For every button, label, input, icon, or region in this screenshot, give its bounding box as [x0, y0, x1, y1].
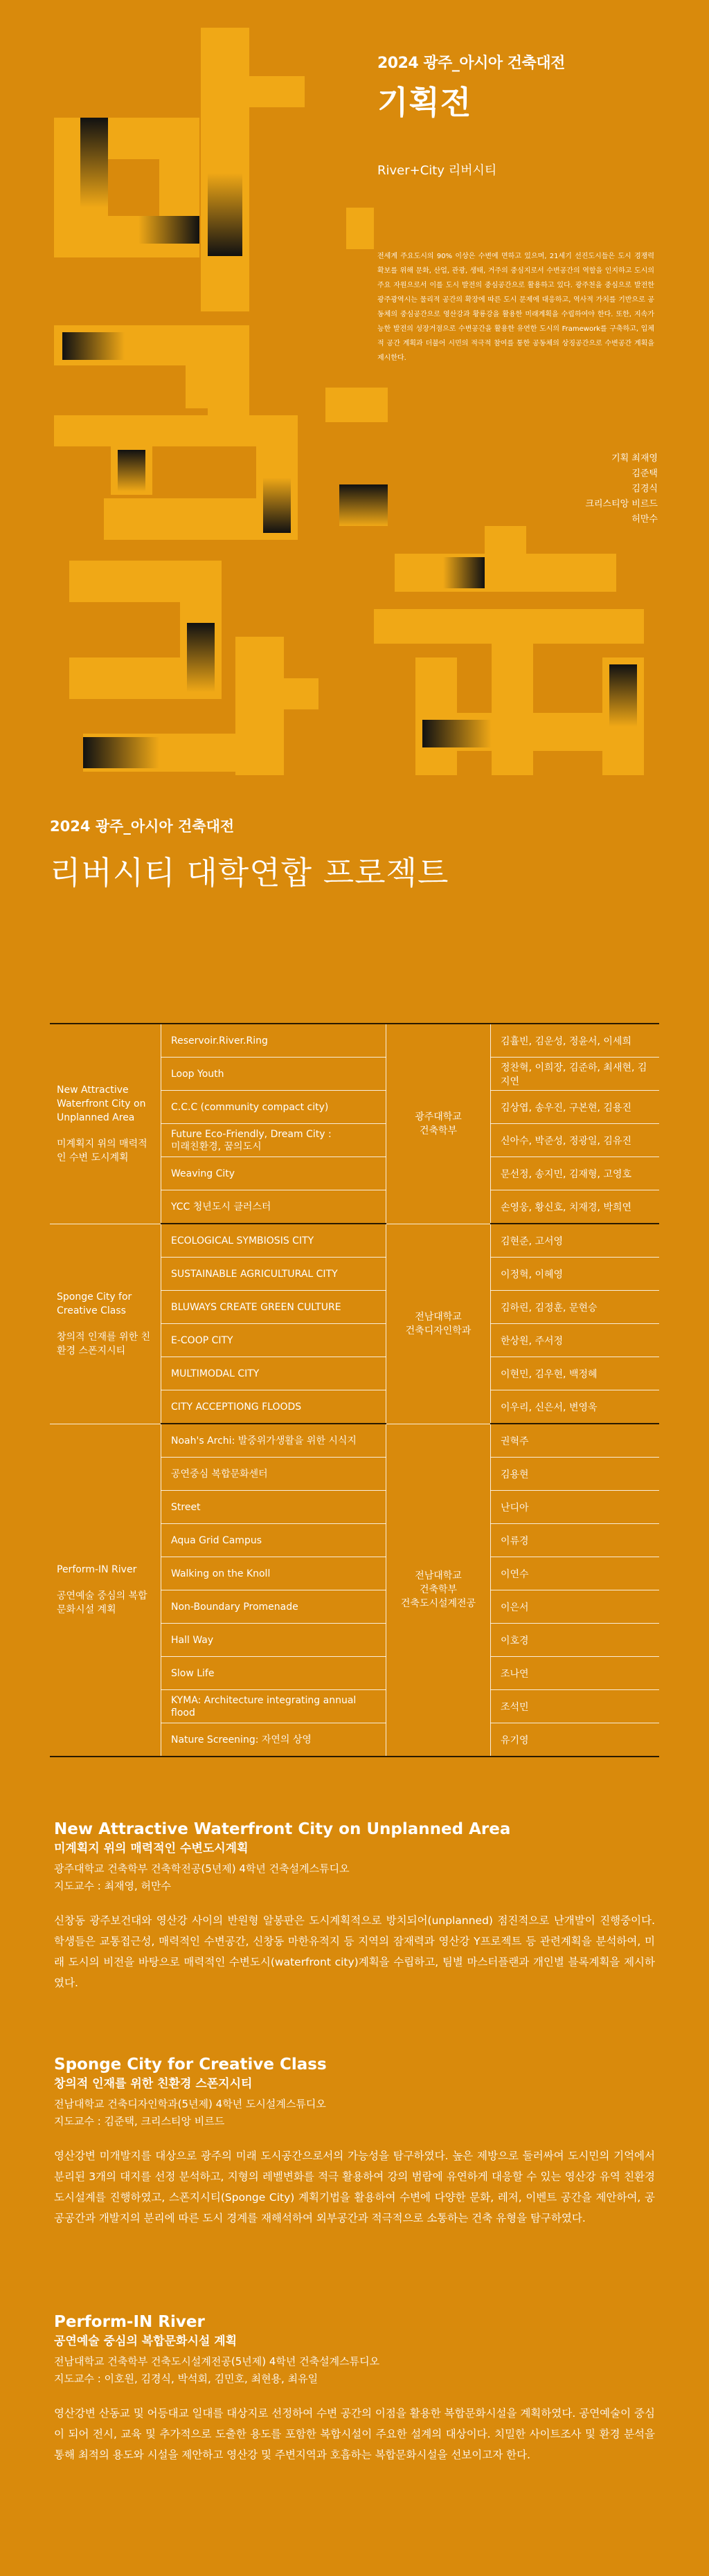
category-ko: 창의적 인재를 위한 친환경 스폰지시티 — [57, 1331, 151, 1357]
poster-graphic — [0, 0, 709, 803]
members-cell: 이우리, 신은서, 변영욱 — [491, 1390, 660, 1424]
letter-shape-4 — [374, 526, 644, 775]
project-title: Weaving City — [161, 1157, 386, 1190]
description-body: 영산강변 산동교 및 어등대교 일대를 대상지로 선정하여 수변 공간의 이점을 활용한 복합문화시설을 계획하였다. 공연예술이 중심이 되어 전시, 교육 및 추가적으로 도출한 용도를 포함한 복합시설이 주요한 설계의 대상이다. 치밀한 사이트조사 및 환경 분석을 통해 최적의 용도와 시설을 제안하고 영산강 및 주변지역과 호흡하는 복합문화시설을 선보이고자 한다. — [54, 2407, 655, 2461]
department-cell: 전남대학교 건축디자인학과 — [386, 1224, 491, 1424]
description-title: New Attractive Waterfront City on Unplanned Area — [54, 1820, 511, 1838]
section-year-line: 2024 광주_아시아 건축대전 — [50, 818, 235, 835]
project-title: Aqua Grid Campus — [161, 1524, 386, 1557]
project-title: Noah's Archi: 발중위가생활을 위한 시식지 — [161, 1424, 386, 1458]
project-title: E-COOP CITY — [161, 1324, 386, 1357]
members-cell: 조석민 — [491, 1690, 660, 1723]
department-cell: 전남대학교 건축학부 건축도시설계전공 — [386, 1424, 491, 1757]
category-en: Perform-IN River — [57, 1564, 137, 1576]
table-row — [50, 1024, 659, 1058]
table-row — [50, 1424, 659, 1458]
description-course: 전남대학교 건축학부 건축도시설계전공(5년제) 4학년 건축설계스튜디오 — [54, 2355, 380, 2368]
description-professors: 지도교수 : 김준택, 크리스티앙 비르드 — [54, 2115, 225, 2128]
project-title: Slow Life — [161, 1657, 386, 1690]
members-cell: 김현준, 고서영 — [491, 1224, 660, 1258]
members-cell: 이정혁, 이혜영 — [491, 1258, 660, 1291]
project-title: Non-Boundary Promenade — [161, 1590, 386, 1624]
project-title: 공연중심 복합문화센터 — [161, 1458, 386, 1491]
category-ko: 미계획지 위의 매력적인 수변 도시계획 — [57, 1138, 147, 1163]
description-course: 광주대학교 건축학부 건축학전공(5년제) 4학년 건축설계스튜디오 — [54, 1862, 350, 1875]
description-professors: 지도교수 : 이호원, 김경식, 박석회, 김민호, 최현용, 최유일 — [54, 2373, 318, 2385]
description-title: Perform-IN River — [54, 2313, 205, 2331]
letter-shape-3 — [69, 561, 318, 775]
hero-title: 기획전 — [377, 84, 472, 121]
letter-shape-1 — [54, 28, 305, 311]
members-cell: 김하린, 김정훈, 문현승 — [491, 1291, 660, 1324]
project-title: ECOLOGICAL SYMBIOSIS CITY — [161, 1224, 386, 1258]
project-title: Walking on the Knoll — [161, 1557, 386, 1590]
description-body: 신창동 광주보건대와 영산강 사이의 반원형 알봉판은 도시계획적으로 방치되어(unplanned) 점진적으로 난개발이 진행중이다. 학생들은 교통접근성, 매력적인 수변공간, 신창동 마한유적지 등 지역의 잠재력과 영산강 Y프로젝트 등 관련계획을 분석하여, 미래 도시의 비전을 바탕으로 매력적인 수변도시(waterfront city)계획을 수립하고, 팀별 마스터플랜과 개인별 블록계획을 제시하였다. — [54, 1914, 655, 1989]
category-en: Sponge City for Creative Class — [57, 1291, 132, 1316]
project-title: Reservoir.River.Ring — [161, 1024, 386, 1058]
hero-subtitle: River+City 리버시티 — [377, 163, 497, 178]
credit-line: 김경식 — [631, 484, 658, 494]
members-cell: 권혁주 — [491, 1424, 660, 1458]
project-title: Hall Way — [161, 1624, 386, 1657]
members-cell: 이호경 — [491, 1624, 660, 1657]
hero-intro: 전세계 주요도시의 90% 이상은 수변에 면하고 있으며, 21세기 선진도시들은 도시 경쟁력 확보를 위해 문화, 산업, 관광, 생태, 거주의 중심지로서 수변공간의 역할을 인지하고 도시의 주요 자원으로서 이를 도시 발전의 중심공간으로 활용하고 있다. 광주천을 중심으로 발전한 광주광역시는 물리적 공간의 확장에 따른 도시 문제에 대응하고, 역사적 가치를 기반으로 공동체의 중심공간으로 영산강과 황룡강을 활용한 미래계획을 수립하여야 한다. 또한, 지속가능한 발전의 성장거점으로 수변공간을 활용한 유연한 도시의 Framework를 구축하고, 입체적 공간 계획과 더불어 시민의 적극적 참여를 통한 공동체의 상징공간으로 수변공간 계획을 제시한다. — [377, 253, 654, 362]
members-cell: 난디아 — [491, 1491, 660, 1524]
project-title: SUSTAINABLE AGRICULTURAL CITY — [161, 1258, 386, 1291]
category-ko: 공연예술 중심의 복합문화시설 계획 — [57, 1590, 147, 1616]
hero-year-line: 2024 광주_아시아 건축대전 — [377, 55, 565, 72]
credit-line: 허만수 — [631, 514, 658, 525]
credits-list — [540, 451, 658, 527]
description-professors: 지도교수 : 최재영, 허만수 — [54, 1880, 172, 1892]
members-cell: 김용현 — [491, 1458, 660, 1491]
description-title: Sponge City for Creative Class — [54, 2056, 327, 2074]
project-table — [50, 1023, 659, 1757]
description-subtitle: 공연예술 중심의 복합문화시설 계획 — [54, 2334, 237, 2348]
members-cell: 이연수 — [491, 1557, 660, 1590]
credit-line: 김준택 — [631, 469, 658, 479]
members-cell: 김휼빈, 김운성, 정윤서, 이세희 — [491, 1024, 660, 1058]
project-title: CITY ACCEPTIONG FLOODS — [161, 1390, 386, 1424]
members-cell: 한상원, 주서정 — [491, 1324, 660, 1357]
description-block — [54, 1819, 655, 1993]
credit-line: 기획 최재영 — [611, 453, 658, 464]
category-cell — [50, 1424, 161, 1757]
project-title: Future Eco-Friendly, Dream City : 미래친환경, 꿈의도시 — [161, 1124, 386, 1157]
members-cell: 손영웅, 황신호, 치재경, 박희연 — [491, 1190, 660, 1224]
category-cell — [50, 1224, 161, 1424]
members-cell: 신아수, 박준성, 정광일, 김유진 — [491, 1124, 660, 1157]
project-title: KYMA: Architecture integrating annual flood — [161, 1690, 386, 1723]
description-body: 영산강변 미개발지를 대상으로 광주의 미래 도시공간으로서의 가능성을 탐구하였다. 높은 제방으로 둘러싸여 도시민의 기억에서 분리된 3개의 대지를 선정 분석하고, 지형의 레벨변화를 적극 활용하여 강의 범람에 유연하게 대응할 수 있는 영산강 유역 친환경 도시설계를 진행하였고, 스폰지시티(Sponge City) 계획기법을 활용하여 수변에 다양한 문화, 레저, 이벤트 공간을 제안하여, 공공공간과 개발지의 분리에 따른 도시 경계를 재해석하여 외부공간과 적극적으로 소통하는 건축 유형을 탐구하였다. — [54, 2150, 655, 2224]
section-title: 리버시티 대학연합 프로젝트 — [50, 854, 449, 891]
members-cell: 이류경 — [491, 1524, 660, 1557]
project-title: MULTIMODAL CITY — [161, 1357, 386, 1390]
members-cell: 이현민, 김우현, 백정혜 — [491, 1357, 660, 1390]
description-subtitle: 창의적 인재를 위한 친환경 스폰지시티 — [54, 2077, 253, 2091]
project-title: Loop Youth — [161, 1058, 386, 1091]
project-title: BLUWAYS CREATE GREEN CULTURE — [161, 1291, 386, 1324]
members-cell: 문선정, 송지민, 김재형, 고영호 — [491, 1157, 660, 1190]
credit-line: 크리스티앙 비르드 — [585, 499, 658, 509]
project-title: Street — [161, 1491, 386, 1524]
members-cell: 유기영 — [491, 1723, 660, 1757]
letter-shape-2 — [54, 325, 298, 540]
department-cell: 광주대학교 건축학부 — [386, 1024, 491, 1224]
description-block — [54, 2312, 655, 2465]
members-cell: 이은서 — [491, 1590, 660, 1624]
members-cell: 정찬혁, 이희장, 김준하, 최새현, 김지연 — [491, 1058, 660, 1091]
project-title: YCC 청년도시 클러스터 — [161, 1190, 386, 1224]
project-title: C.C.C (community compact city) — [161, 1091, 386, 1124]
description-block — [54, 2054, 655, 2229]
project-title: Nature Screening: 자연의 상영 — [161, 1723, 386, 1757]
table-row — [50, 1224, 659, 1258]
description-subtitle: 미계획지 위의 매력적인 수변도시계획 — [54, 1842, 249, 1856]
members-cell: 김상엽, 송우진, 구본현, 김용진 — [491, 1091, 660, 1124]
category-cell — [50, 1024, 161, 1224]
description-course: 전남대학교 건축디자인학과(5년제) 4학년 도시설계스튜디오 — [54, 2098, 326, 2110]
category-en: New Attractive Waterfront City on Unplanned Area — [57, 1084, 146, 1123]
members-cell: 조나연 — [491, 1657, 660, 1690]
